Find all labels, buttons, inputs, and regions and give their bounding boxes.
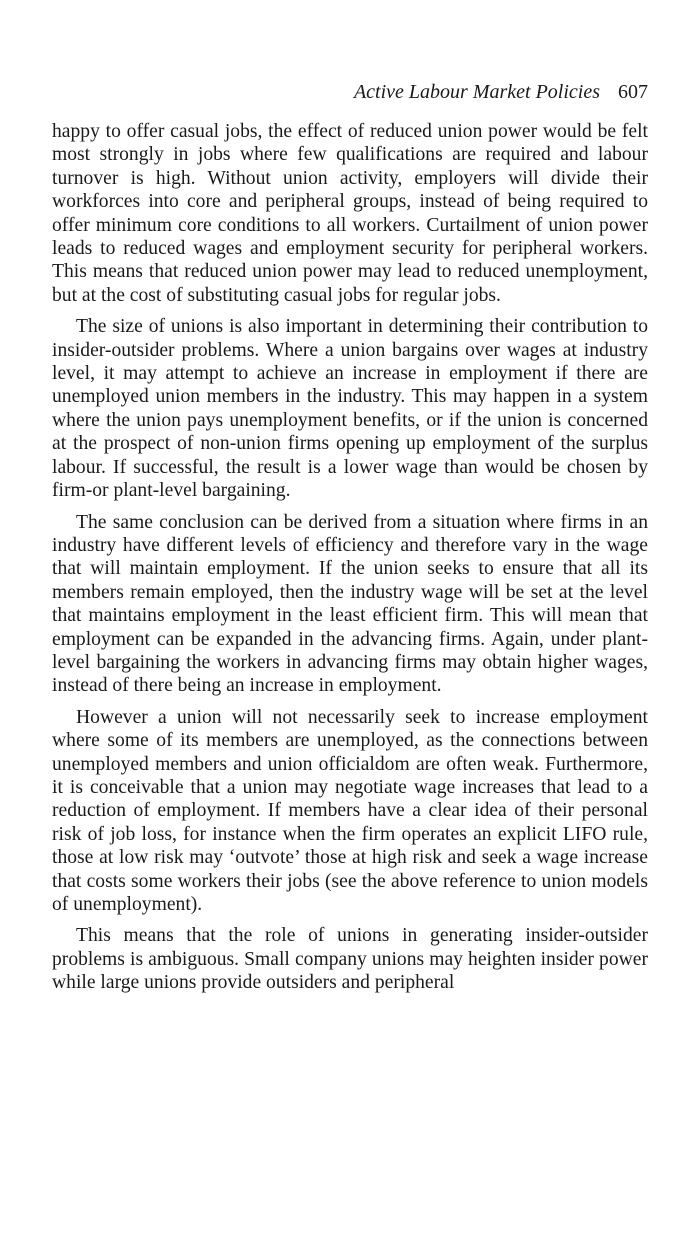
page-number: 607 — [618, 81, 648, 103]
paragraph: The size of unions is also important in determining their contribution to insider-outsider problems. Where a union bargains over wages at industry level, it may attempt to achieve an increase in employment if there are unemployed union members in the industry. This may happen in a system where the union pays unemployment benefits, or if the union is concerned at the prospect of non-union firms opening up employment of the surplus labour. If successful, the result is a lower wage than would be chosen by firm-or plant-level bargaining. — [52, 316, 648, 502]
body-text — [52, 120, 648, 995]
paragraph: The same conclusion can be derived from a situation where firms in an industry have different levels of efficiency and therefore vary in the wage that will maintain employment. If the union seeks to ensure that all its members remain employed, then the industry wage will be set at the level that maintains employment in the least efficient firm. This will mean that employment can be expanded in the advancing firms. Again, under plant-level bargaining the workers in advancing firms may obtain higher wages, instead of there being an increase in employment. — [52, 511, 648, 697]
paragraph: However a union will not necessarily seek to increase employment where some of its members are unemployed, as the connections between unemployed members and union officialdom are often weak. Furthermore, it is conceivable that a union may negotiate wage increases that lead to a reduction of employment. If members have a clear idea of their personal risk of job loss, for instance when the firm operates an explicit LIFO rule, those at low risk may ‘outvote’ those at high risk and seek a wage increase that costs some workers their jobs (see the above reference to union models of unemployment). — [52, 706, 648, 915]
running-header — [52, 78, 648, 106]
book-page — [52, 78, 648, 1003]
paragraph: This means that the role of unions in generating insider-outsider problems is ambiguous. Small company unions may heighten insider power while large unions provide outsiders and peripheral — [52, 925, 648, 994]
running-title: Active Labour Market Policies — [353, 81, 600, 103]
paragraph-continued: happy to offer casual jobs, the effect of reduced union power would be felt most strongly in jobs where few qualifications are required and labour turnover is high. Without union activity, employers will divide their workforces into core and peripheral groups, instead of being required to offer minimum core conditions to all workers. Curtailment of union power leads to reduced wages and employment security for peripheral workers. This means that reduced union power may lead to reduced unemployment, but at the cost of substituting casual jobs for regular jobs. — [52, 121, 648, 306]
